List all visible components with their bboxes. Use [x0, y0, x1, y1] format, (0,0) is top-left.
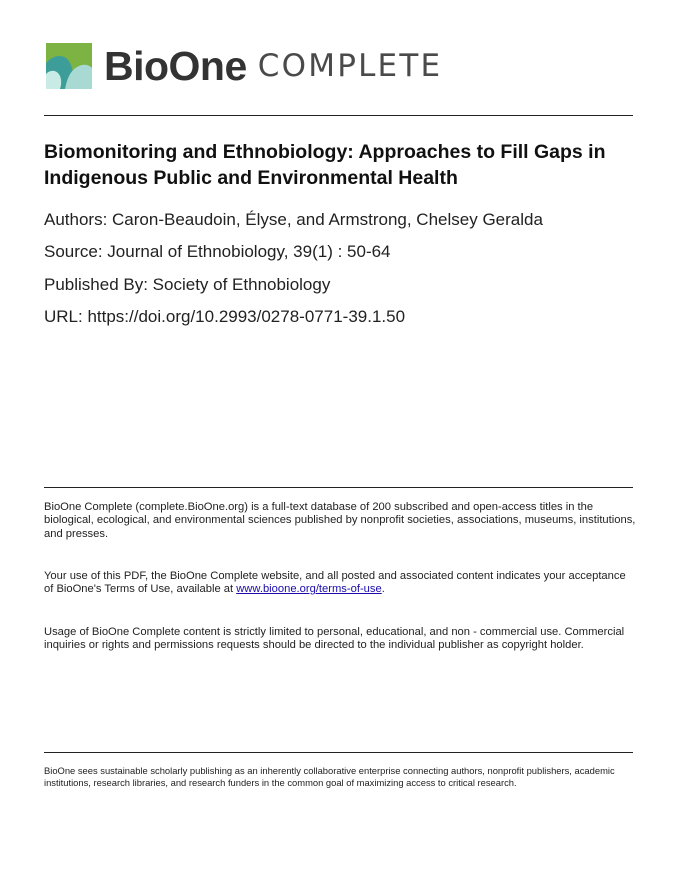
bioone-logo — [46, 43, 442, 89]
footer-divider — [44, 752, 633, 753]
article-url[interactable]: URL: https://doi.org/10.2993/0278-0771-39.1.50 — [44, 307, 406, 326]
footer-mission: BioOne sees sustainable scholarly publishing as an inherently collaborative enterprise connecting authors, nonprofit publishers, academic institutions, research libraries, and research funders in the common goal of maximizing access to critical research. — [44, 765, 615, 788]
article-authors: Authors: Caron-Beaudoin, Élyse, and Armstrong, Chelsey Geralda — [44, 210, 543, 229]
terms-notice-end: . — [381, 583, 385, 596]
article-source: Source: Journal of Ethnobiology, 39(1) : 50-64 — [44, 242, 391, 261]
usage-notice: Usage of BioOne Complete content is strictly limited to personal, educational, and non - commercial use. Commercial inquiries or rights and permissions requests should be directed to the individual publisher as copyright holder. — [44, 626, 625, 652]
logo-wordmark-bioone: BioOne — [104, 43, 247, 89]
database-notice: BioOne Complete (complete.BioOne.org) is a full-text database of 200 subscribed and open-access titles in the biological, ecological, and environmental sciences published by nonprofit societies, associations, museums, institutions, and presses. — [44, 501, 636, 540]
logo-wordmark-complete: COMPLETE — [257, 48, 443, 84]
bioone-logo-icon — [46, 43, 92, 89]
header-divider — [44, 115, 633, 116]
article-publisher: Published By: Society of Ethnobiology — [44, 275, 331, 294]
terms-notice — [44, 570, 636, 597]
terms-of-use-link[interactable]: www.bioone.org/terms-of-use — [236, 583, 382, 596]
notice-divider — [44, 487, 633, 488]
terms-notice-text: Your use of this PDF, the BioOne Complete website, and all posted and associated content indicates your acceptance of BioOne's Terms of Use, available at — [44, 570, 626, 596]
article-title: Biomonitoring and Ethnobiology: Approaches to Fill Gaps in Indigenous Public and Environmental Health — [44, 141, 606, 189]
